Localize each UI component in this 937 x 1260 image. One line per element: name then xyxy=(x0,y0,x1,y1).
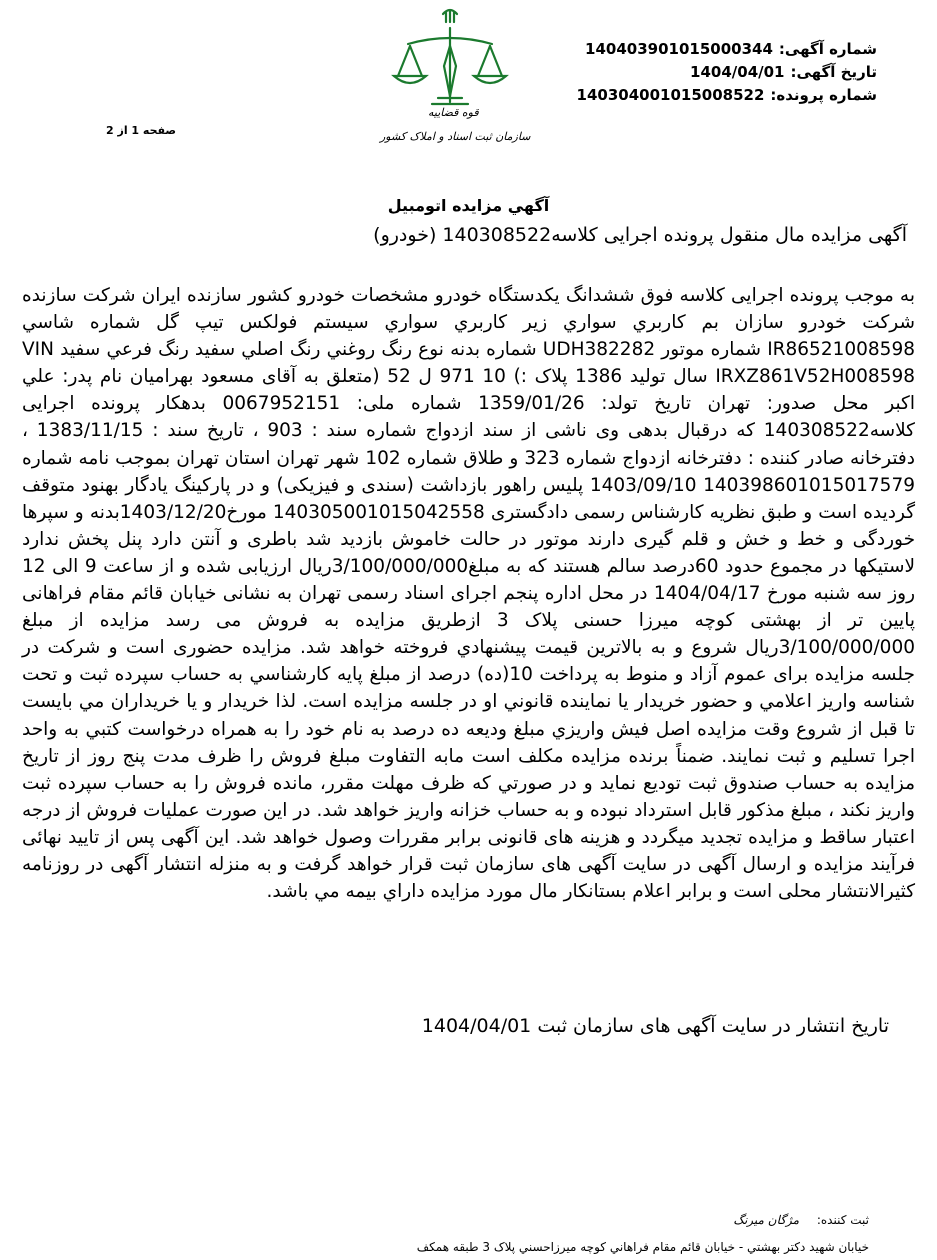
registrar-label: ثبت کننده: xyxy=(816,1213,869,1227)
notice-body: به موجب پرونده اجرایی کلاسه فوق ششدانگ یکدستگاه خودرو مشخصات خودرو کشور سازنده ایران شرکت سازنده شرکت خودرو سازان بم کاربري سواري زير کاربري سواري سيستم فولکس تيپ گل شماره شاسي IR86521008598 شماره موتور UDH382282 شماره بدنه نوع رنگ روغني رنگ اصلي سفيد رنگ فرعي سفيد VIN IRXZ861V52H008598 سال توليد 1386 پلاک :) 10 971 ل 52 (متعلق به آقای مسعود بهرامیان نام پدر: علي اکبر محل صدور: تهران تاریخ تولد: 1359/01/26 شماره ملی: 0067952151 بدهکار پرونده اجرایی کلاسه140308522 که درقبال بدهی وی ناشی از سند ازدواج شماره سند : 903 ، تاریخ سند : 1383/11/15 ، دفترخانه صادر کننده : دفترخانه ازدواج شماره 323 و طلاق شماره 102 شهر تهران استان تهران بموجب نامه شماره 140398601015017579 1403/09/10 پلیس راهور بازداشت (سندی و فیزیکی) و در پارکینگ یادگار بهنود متوقف گردیده است و طبق نظریه کارشناس رسمی دادگستری 140305001015042558 مورخ1403/12/20بدنه و سپرها خوردگی و خط و خش و قلم گیری دارند موتور در حالت خاموش بازدید شد باطری و آنتن دارد پنل پخش ندارد لاستیکها در مجموع حدود 60درصد سالم هستند که به مبلغ3/100/000/000ریال ارزیابی شده و از ساعت 9 الی 12 روز سه شنبه مورخ 1404/04/17 در محل اداره پنجم اجرای اسناد رسمی تهران به نشانی خیابان قائم مقام فراهانی پایین تر از بهشتی کوچه میرزا حسنی پلاک 3 ازطریق مزایده به فروش می رسد مزایده از مبلغ 3/100/000/000ریال شروع و به بالاترين قيمت پيشنهادي فروخته خواهد شد. مزايده حضوری است و شرکت در جلسه مزايده برای عموم آزاد و منوط به پرداخت 10(ده) درصد از مبلغ پايه کارشناسي به حساب سپرده ثبت و تحت شناسه واريز اعلامي و حضور خريدار يا نماينده قانوني او در جلسه مزايده است. لذا خريدار و يا خريداران مي بايست تا قبل از شروع وقت مزايده اصل فيش واريزي مبلغ وديعه ده درصد به نام خود را به همراه درخواست کتبي به واحد اجرا تسليم و ثبت نمايند. ضمناً برنده مزايده مکلف است مابه التفاوت مبلغ فروش را ظرف مدت پنج روز از تاريخ مزايده به حساب صندوق ثبت توديع نمايد و در صورتي که ظرف مهلت مقرر، مانده فروش را به حساب سپرده ثبت واريز نکند ، مبلغ مذکور قابل استرداد نبوده و به حساب خزانه واريز خواهد شد. در این صورت عملیات فروش از درجه اعتبار ساقط و مزایده تجدید میگردد و هزینه های قانونی برابر مقررات وصول خواهد شد. این آگهی پس از تایید نهائی فرآیند مزایده و ارسال آگهی در سایت آگهی های سازمان ثبت قرار خواهد گرفت و به منزله انتشار آگهی در روزنامه کثيرالانتشار محلی است و برابر اعلام بستانکار مال مورد مزايده داراي بيمه مي باشد. xyxy=(22,285,916,903)
notice-meta xyxy=(577,38,877,107)
notice-subtitle: آگهی مزایده مال منقول پرونده اجرایی کلاسه140308522 (خودرو) xyxy=(373,224,907,246)
case-number-row xyxy=(577,84,877,107)
case-number: 140304001015008522 xyxy=(576,86,765,104)
office-address: خيابان شهيد دکتر بهشتي - خيابان قائم مقام فراهاني کوچه ميرزاحسني پلاک 3 طبقه همکف xyxy=(416,1240,869,1254)
page-indicator: صفحه 1 از 2 xyxy=(106,124,177,137)
publication-date-line xyxy=(422,1015,889,1037)
notice-date-row xyxy=(577,61,877,84)
notice-date: 1404/04/01 xyxy=(690,63,785,81)
case-number-label: شماره پرونده: xyxy=(770,86,877,104)
publication-date: 1404/04/01 xyxy=(421,1015,532,1037)
notice-number: 140403901015000344 xyxy=(585,40,773,58)
scales-of-justice-icon xyxy=(380,6,520,116)
emblem-caption-registry: سازمان ثبت اسناد و املاک کشور xyxy=(380,130,531,143)
emblem-caption-judiciary: قوه قضاییه xyxy=(428,106,479,119)
judiciary-emblem xyxy=(380,6,531,156)
notice-date-label: تاریخ آگهی: xyxy=(790,63,877,81)
registrar-line xyxy=(733,1213,869,1227)
notice-number-label: شماره آگهی: xyxy=(778,40,877,58)
publication-label: تاریخ انتشار در سایت آگهی های سازمان ثبت xyxy=(537,1015,889,1037)
registrar-name: مژگان میرنگ xyxy=(733,1213,800,1227)
notice-title: آگهي مزايده اتومبيل xyxy=(387,196,550,215)
notice-number-row xyxy=(577,38,877,61)
